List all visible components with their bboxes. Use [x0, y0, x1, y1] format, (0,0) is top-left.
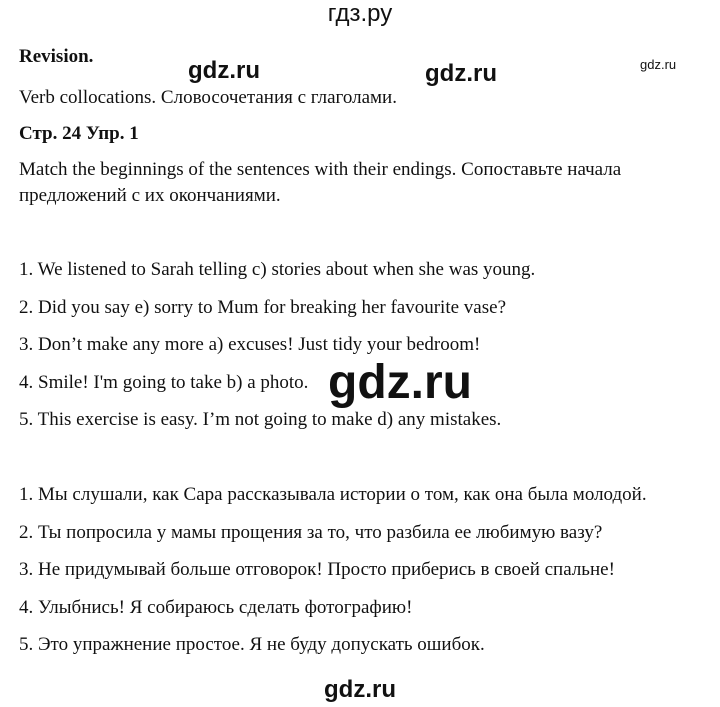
answer-en-4: 4. Smile! I'm going to take b) a photo.: [19, 372, 309, 393]
topic-line: Verb collocations. Словосочетания с глаголами.: [19, 87, 397, 108]
watermark-small-1: gdz.ru: [188, 57, 260, 84]
watermark-small-2: gdz.ru: [425, 60, 497, 87]
answer-en-3: 3. Don’t make any more a) excuses! Just tidy your bedroom!: [19, 334, 481, 355]
answer-ru-1: 1. Мы слушали, как Сара рассказывала истории о том, как она была молодой.: [19, 484, 647, 505]
answer-en-1: 1. We listened to Sarah telling c) stories about when she was young.: [19, 259, 536, 280]
answer-ru-4: 4. Улыбнись! Я собираюсь сделать фотографию!: [19, 597, 413, 618]
instruction-line-2: предложений с их окончаниями.: [19, 185, 281, 206]
answer-ru-2: 2. Ты попросила у мамы прощения за то, что разбила ее любимую вазу?: [19, 522, 603, 543]
answer-en-5: 5. This exercise is easy. I’m not going to make d) any mistakes.: [19, 409, 502, 430]
answer-ru-3: 3. Не придумывай больше отговорок! Просто приберись в своей спальне!: [19, 559, 615, 580]
section-title: Revision.: [19, 46, 94, 67]
watermark-footer: gdz.ru: [324, 676, 396, 703]
answer-en-2: 2. Did you say e) sorry to Mum for breaking her favourite vase?: [19, 297, 506, 318]
site-header: гдз.ру: [327, 0, 393, 27]
answer-ru-5: 5. Это упражнение простое. Я не буду допускать ошибок.: [19, 634, 485, 655]
watermark-center: gdz.ru: [328, 356, 472, 409]
watermark-corner: gdz.ru: [640, 57, 677, 72]
exercise-reference: Стр. 24 Упр. 1: [19, 123, 139, 144]
instruction-line-1: Match the beginnings of the sentences with their endings. Сопоставьте начала: [19, 159, 622, 180]
